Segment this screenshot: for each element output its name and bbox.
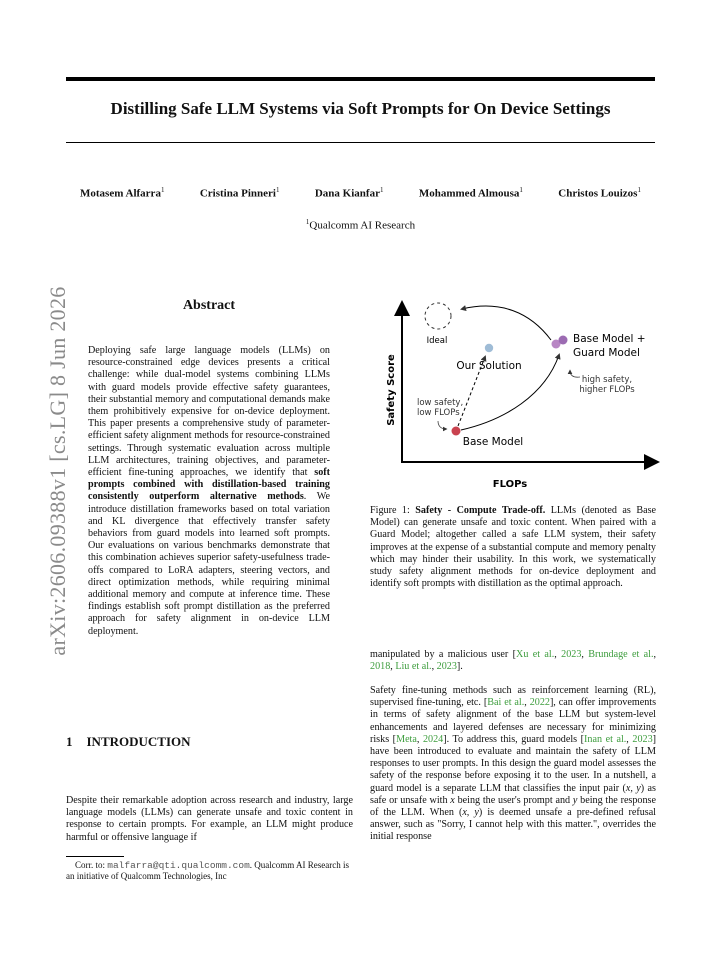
base-guard-label: Base Model + Guard Model bbox=[573, 333, 646, 359]
guard-to-ideal-arrow bbox=[462, 306, 551, 340]
author: Cristina Pinneri$^1$ bbox=[199, 186, 280, 200]
author: Mohammed Almousa$^1$ bbox=[418, 186, 523, 200]
author: Dana Kianfar$^1$ bbox=[314, 186, 384, 200]
guard-model-point-b bbox=[559, 336, 568, 345]
base-model-label: Base Model bbox=[462, 436, 524, 448]
intro-paragraph: Despite their remarkable adoption across research and industry, large language models (LLMs) can generate unsafe and toxic content in response to certain prompts. For example, an LLM might produce harmful or offensive language if bbox=[66, 795, 353, 843]
citation-link[interactable]: 2023 bbox=[436, 661, 457, 673]
citation-link[interactable]: 2023 bbox=[561, 649, 582, 660]
citation-link[interactable]: Meta bbox=[396, 733, 417, 745]
high-safety-label: high safety, higher FLOPs bbox=[579, 375, 635, 395]
author-list bbox=[66, 186, 655, 200]
citation-link[interactable]: Xu et al. bbox=[516, 649, 555, 660]
safety-methods-paragraph: Safety fine-tuning methods such as reinforcement learning (RL), supervised fine-tuning, etc. [Bai et al., 2022], can offer improvements in terms of safety alignment of the base LLM but system-level enhancements and layered defenses are necessary for minimizing risks [Meta, 2024]. To address this, guard models [Inan et al., 2023] have been introduced to evaluate and maintain the safety of LLM responses to user prompts. In this design the guard model assesses the safety of the response before exposing it to the user. In a nutshell, a guard model is a separate LLM that classifies the input pair (x, y) as safe or unsafe with x being the user's prompt and y being the response of the LLM. When (x, y) is deemed unsafe a pre-defined refusal answer, such as "Sorry, I cannot help with this matter.", overrides the initial response bbox=[370, 685, 657, 843]
citation-link[interactable]: 2024 bbox=[422, 733, 444, 745]
citation-link[interactable]: Brundage et al. bbox=[588, 649, 654, 660]
ideal-label: Ideal bbox=[426, 336, 448, 346]
our-solution-point bbox=[485, 344, 493, 352]
abstract-body: Deploying safe large language models (LLMs) on resource-constrained edge devices presents a critical challenge: while dual-model systems combining LLMs with guard models provide effective safety guarantees, their substantial memory and computational demands make them prohibitively expensive for on-device deployment. This paper presents a comprehensive study of parameter-efficient safety alignment methods for resource-constrained settings. Through systematic evaluation across multiple LLM architectures, training objectives, and parameter-efficient fine-tuning approaches, we identify that soft prompts combined with distillation-based training consistently outperform alternative methods. We introduce distillation frameworks based on total variation and KL divergence that effectively transfer safety behaviors from guard models into learned soft prompts. Our evaluations on various benchmarks demonstrate that this combination achieves superior safety-usefulness trade-offs compared to LoRA adapters, steering vectors, and direct optimization methods, while requiring minimal additional memory and compute at inference time. These findings establish soft prompt distillation as the preferred approach for safety alignment in on-device LLM deployment. bbox=[88, 345, 330, 637]
author: Motasem Alfarra$^1$ bbox=[80, 186, 165, 200]
author: Christos Louizos$^1$ bbox=[558, 186, 641, 200]
low-safety-pointer bbox=[438, 421, 446, 429]
arxiv-identifier: arXiv:2606.09388v1 [cs.LG] 8 Jun 2026 bbox=[45, 286, 70, 656]
ideal-point bbox=[425, 303, 451, 329]
figure-caption: Figure 1: Safety - Compute Trade-off. LLMs (denoted as Base Model) can generate unsafe and toxic content. When paired with a Guard Model; altogether called a safe LLM system, their safety improves at the expense of a substantial compute and memory penalty which may hinder their usability. In this work, we systematically study safety alignment methods for on-device deployment and identify soft prompts with distillation as the optimal approach. bbox=[370, 505, 657, 590]
our-solution-label: Our Solution bbox=[456, 360, 522, 372]
affiliation: $^1$Qualcomm AI Research bbox=[305, 218, 416, 232]
footnote-rule bbox=[66, 856, 124, 857]
tradeoff-figure bbox=[370, 290, 660, 500]
citation-link[interactable]: Inan et al. bbox=[584, 733, 627, 745]
section-heading: 1 INTRODUCTION bbox=[66, 734, 191, 749]
intro-paragraph-continued: manipulated by a malicious user [Xu et al., 2023, Brundage et al., 2018, Liu et al., 2023]. bbox=[370, 649, 657, 673]
abstract-heading: Abstract bbox=[182, 298, 236, 313]
citation-link[interactable]: Bai et al. bbox=[487, 697, 525, 709]
email-link[interactable]: malfarra@qti.qualcomm.com bbox=[107, 860, 250, 871]
high-safety-pointer bbox=[570, 371, 580, 377]
title-top-rule bbox=[66, 77, 655, 81]
citation-link[interactable]: 2023 bbox=[632, 733, 653, 745]
footnote: Corr. to: malfarra@qti.qualcomm.com. Qualcomm AI Research is an initiative of Qualcomm Technologies, Inc bbox=[66, 860, 350, 881]
y-axis-label: Safety Score bbox=[386, 354, 397, 426]
low-safety-label: low safety, low FLOPs bbox=[417, 398, 464, 418]
base-model-point bbox=[452, 427, 461, 436]
title-bottom-rule bbox=[66, 142, 655, 143]
citation-link[interactable]: 2018 bbox=[370, 661, 391, 673]
paper-title: Distilling Safe LLM Systems via Soft Prompts for On Device Settings bbox=[110, 99, 611, 118]
x-axis-label: FLOPs bbox=[492, 479, 528, 490]
citation-link[interactable]: Liu et al. bbox=[395, 661, 432, 673]
citation-link[interactable]: 2022 bbox=[529, 697, 550, 709]
